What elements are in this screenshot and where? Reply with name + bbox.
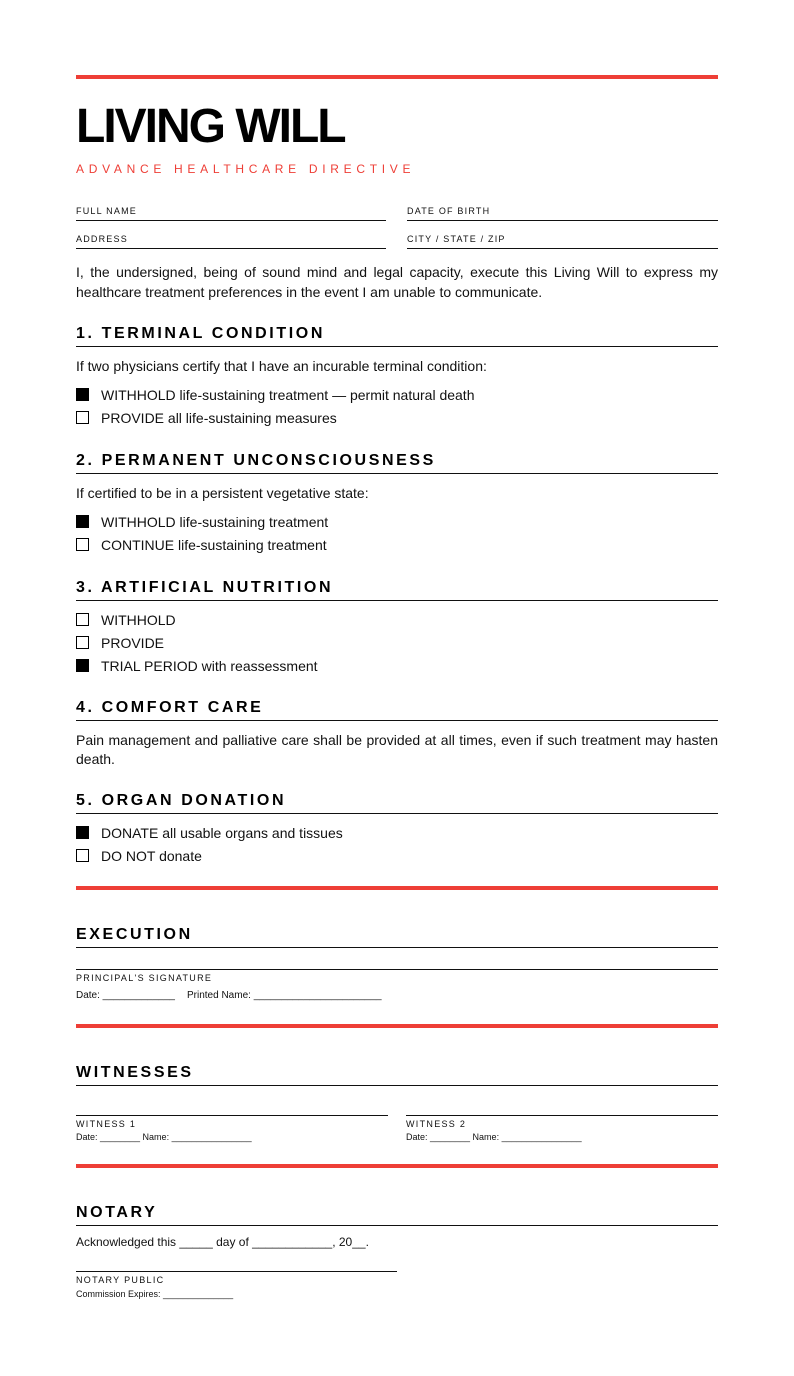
date-of-birth-field[interactable] bbox=[407, 205, 718, 221]
checkbox[interactable] bbox=[76, 636, 89, 649]
option-label: TRIAL PERIOD with reassessment bbox=[101, 658, 318, 674]
section-heading-terminal-condition bbox=[76, 324, 718, 347]
full-name-label: FULL NAME bbox=[76, 206, 137, 216]
section-heading-text: 3. ARTIFICIAL NUTRITION bbox=[76, 579, 334, 596]
section-text: Pain management and palliative care shall be provided at all times, even if such treatment may hasten death. bbox=[76, 732, 718, 767]
checkbox[interactable] bbox=[76, 515, 89, 528]
city-state-zip-field[interactable] bbox=[407, 233, 718, 249]
checkbox[interactable] bbox=[76, 826, 89, 839]
option-label: WITHHOLD bbox=[101, 612, 176, 628]
section-heading-execution bbox=[76, 925, 718, 948]
top-red-rule bbox=[76, 75, 718, 79]
red-rule-divider bbox=[76, 1024, 718, 1028]
notary-signature-line[interactable] bbox=[76, 1271, 397, 1272]
section-heading-permanent-unconsciousness bbox=[76, 451, 718, 474]
section-heading-text: 2. PERMANENT UNCONSCIOUSNESS bbox=[76, 452, 436, 469]
checkbox[interactable] bbox=[76, 659, 89, 672]
city-state-zip-label: CITY / STATE / ZIP bbox=[407, 234, 506, 244]
witness-1-signature-line[interactable] bbox=[76, 1115, 388, 1116]
principal-signature-line[interactable] bbox=[76, 969, 718, 970]
section-heading-text: 5. ORGAN DONATION bbox=[76, 792, 287, 809]
full-name-field[interactable] bbox=[76, 205, 386, 221]
section-heading-witnesses bbox=[76, 1063, 718, 1086]
date-of-birth-label: DATE OF BIRTH bbox=[407, 206, 491, 216]
section-heading-notary bbox=[76, 1203, 718, 1226]
execution-printed-name-line[interactable]: Printed Name: _______________________ bbox=[187, 990, 382, 1001]
section-heading-text: 4. COMFORT CARE bbox=[76, 699, 264, 716]
principal-signature-label: PRINCIPAL'S SIGNATURE bbox=[76, 973, 213, 983]
option-label: WITHHOLD life-sustaining treatment bbox=[101, 514, 329, 530]
notary-acknowledgment[interactable]: Acknowledged this _____ day of ____________, 20__. bbox=[76, 1235, 369, 1249]
witness-1-label: WITNESS 1 bbox=[76, 1119, 137, 1129]
address-field[interactable] bbox=[76, 233, 386, 249]
section-heading-comfort-care bbox=[76, 698, 718, 721]
section-heading-text: EXECUTION bbox=[76, 926, 193, 943]
document-subtitle: ADVANCE HEALTHCARE DIRECTIVE bbox=[76, 162, 416, 176]
section-heading-artificial-nutrition bbox=[76, 578, 718, 601]
option-label: WITHHOLD life-sustaining treatment — permit natural death bbox=[101, 387, 475, 403]
checkbox[interactable] bbox=[76, 411, 89, 424]
checkbox[interactable] bbox=[76, 538, 89, 551]
section-heading-text: WITNESSES bbox=[76, 1064, 194, 1081]
intro-paragraph: I, the undersigned, being of sound mind and legal capacity, execute this Living Will to express my healthcare treatment preferences in the event I am unable to communicate. bbox=[76, 264, 718, 300]
address-label: ADDRESS bbox=[76, 234, 128, 244]
notary-public-label: NOTARY PUBLIC bbox=[76, 1275, 165, 1285]
checkbox[interactable] bbox=[76, 613, 89, 626]
execution-date-line[interactable]: Date: _____________ bbox=[76, 990, 175, 1001]
section-heading-text: NOTARY bbox=[76, 1204, 158, 1221]
option-label: PROVIDE all life-sustaining measures bbox=[101, 410, 337, 426]
section-text: If two physicians certify that I have an incurable terminal condition: bbox=[76, 358, 487, 374]
notary-commission-expires[interactable]: Commission Expires: ______________ bbox=[76, 1289, 234, 1299]
option-label: CONTINUE life-sustaining treatment bbox=[101, 537, 327, 553]
witness-2-signature-line[interactable] bbox=[406, 1115, 718, 1116]
document-title: LIVING WILL bbox=[76, 100, 345, 153]
option-label: DO NOT donate bbox=[101, 848, 202, 864]
section-text: If certified to be in a persistent vegetative state: bbox=[76, 485, 369, 501]
option-label: PROVIDE bbox=[101, 635, 165, 651]
red-rule-divider bbox=[76, 1164, 718, 1168]
option-label: DONATE all usable organs and tissues bbox=[101, 825, 343, 841]
checkbox[interactable] bbox=[76, 849, 89, 862]
red-rule-divider bbox=[76, 886, 718, 890]
witness-2-details-line[interactable]: Date: ________ Name: ________________ bbox=[406, 1132, 582, 1142]
checkbox[interactable] bbox=[76, 388, 89, 401]
section-heading-text: 1. TERMINAL CONDITION bbox=[76, 325, 325, 342]
witness-2-label: WITNESS 2 bbox=[406, 1119, 467, 1129]
section-heading-organ-donation bbox=[76, 791, 718, 814]
witness-1-details-line[interactable]: Date: ________ Name: ________________ bbox=[76, 1132, 252, 1142]
